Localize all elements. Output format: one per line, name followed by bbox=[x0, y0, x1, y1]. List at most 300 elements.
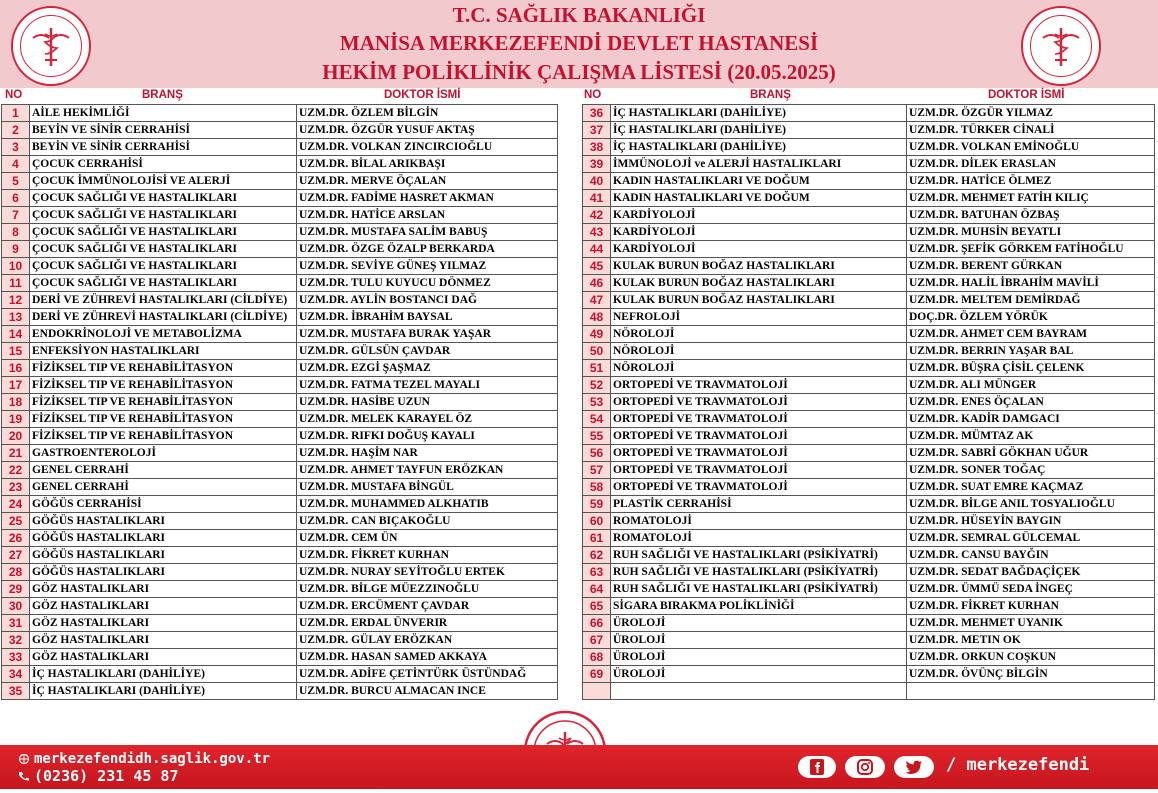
branch-cell: ORTOPEDİ VE TRAVMATOLOJİ bbox=[611, 377, 907, 394]
branch-cell: İÇ HASTALIKLARI (DAHİLİYE) bbox=[30, 683, 297, 700]
row-number: 62 bbox=[583, 547, 611, 564]
doctor-cell: UZM.DR. SEDAT BAĞDAÇİÇEK bbox=[907, 564, 1155, 581]
branch-cell: GENEL CERRAHİ bbox=[30, 462, 297, 479]
doctor-cell: UZM.DR. ÖZGÜR YILMAZ bbox=[907, 105, 1155, 122]
page-footer bbox=[0, 745, 1158, 789]
row-number: 51 bbox=[583, 360, 611, 377]
table-row bbox=[583, 445, 1155, 462]
doctor-cell: UZM.DR. ÖZGÜR YUSUF AKTAŞ bbox=[297, 122, 558, 139]
doctor-cell: DOÇ.DR. ÖZLEM YÖRÜK bbox=[907, 309, 1155, 326]
doctor-cell: UZM.DR. CANSU BAYĞIN bbox=[907, 547, 1155, 564]
table-row bbox=[583, 632, 1155, 649]
doctor-cell: UZM.DR. HATİCE ÖLMEZ bbox=[907, 173, 1155, 190]
row-number: 57 bbox=[583, 462, 611, 479]
social-handle[interactable]: / merkezefendi bbox=[946, 755, 1090, 775]
doctor-cell: UZM.DR. ALI MÜNGER bbox=[907, 377, 1155, 394]
table-row bbox=[2, 258, 558, 275]
table-row bbox=[583, 530, 1155, 547]
doctor-cell: UZM.DR. ORKUN COŞKUN bbox=[907, 649, 1155, 666]
table-row bbox=[583, 615, 1155, 632]
doctor-cell: UZM.DR. AYLİN BOSTANCI DAĞ bbox=[297, 292, 558, 309]
branch-cell: GÖZ HASTALIKLARI bbox=[30, 632, 297, 649]
doctor-cell: UZM.DR. VOLKAN ZINCIRCIOĞLU bbox=[297, 139, 558, 156]
row-number: 25 bbox=[2, 513, 30, 530]
table-row bbox=[583, 275, 1155, 292]
row-number: 2 bbox=[2, 122, 30, 139]
doctor-cell: UZM.DR. BERRIN YAŞAR BAL bbox=[907, 343, 1155, 360]
doctor-cell: UZM.DR. BÜŞRA ÇİSİL ÇELENK bbox=[907, 360, 1155, 377]
branch-cell: ORTOPEDİ VE TRAVMATOLOJİ bbox=[611, 411, 907, 428]
row-number: 32 bbox=[2, 632, 30, 649]
table-row bbox=[583, 411, 1155, 428]
branch-cell: KARDİYOLOJİ bbox=[611, 224, 907, 241]
branch-cell: ORTOPEDİ VE TRAVMATOLOJİ bbox=[611, 394, 907, 411]
row-number: 63 bbox=[583, 564, 611, 581]
hospital-title: MANİSA MERKEZEFENDİ DEVLET HASTANESİ bbox=[339, 31, 819, 55]
row-number: 33 bbox=[2, 649, 30, 666]
twitter-icon[interactable] bbox=[894, 756, 934, 778]
doctor-cell: UZM.DR. MUHSİN BEYATLI bbox=[907, 224, 1155, 241]
branch-cell: PLASTİK CERRAHİSİ bbox=[611, 496, 907, 513]
row-number: 48 bbox=[583, 309, 611, 326]
doctor-cell: UZM.DR. ERCÜMENT ÇAVDAR bbox=[297, 598, 558, 615]
doctor-cell: UZM.DR. ŞEFİK GÖRKEM FATİHOĞLU bbox=[907, 241, 1155, 258]
branch-cell: NÖROLOJİ bbox=[611, 343, 907, 360]
row-number: 6 bbox=[2, 190, 30, 207]
row-number: 34 bbox=[2, 666, 30, 683]
doctor-cell: UZM.DR. MERVE ÖÇALAN bbox=[297, 173, 558, 190]
phone-number: (0236) 231 45 87 bbox=[34, 767, 179, 785]
doctor-cell: UZM.DR. MELEK KARAYEL ÖZ bbox=[297, 411, 558, 428]
branch-cell: ROMATOLOJİ bbox=[611, 530, 907, 547]
row-number: 40 bbox=[583, 173, 611, 190]
table-row bbox=[2, 513, 558, 530]
row-number: 39 bbox=[583, 156, 611, 173]
table-row bbox=[2, 683, 558, 700]
branch-cell: İÇ HASTALIKLARI (DAHİLİYE) bbox=[611, 139, 907, 156]
doctor-cell: UZM.DR. FİKRET KURHAN bbox=[297, 547, 558, 564]
branch-cell: ORTOPEDİ VE TRAVMATOLOJİ bbox=[611, 445, 907, 462]
row-number: 29 bbox=[2, 581, 30, 598]
table-row bbox=[2, 105, 558, 122]
row-number: 16 bbox=[2, 360, 30, 377]
table-row bbox=[583, 462, 1155, 479]
row-number: 20 bbox=[2, 428, 30, 445]
doctor-cell: UZM.DR. BERENT GÜRKAN bbox=[907, 258, 1155, 275]
table-row bbox=[2, 190, 558, 207]
row-number: 53 bbox=[583, 394, 611, 411]
col-brans-left: BRANŞ bbox=[142, 89, 183, 101]
facebook-icon[interactable] bbox=[798, 756, 836, 778]
branch-cell: GÖZ HASTALIKLARI bbox=[30, 649, 297, 666]
branch-cell: FİZİKSEL TIP VE REHABİLİTASYON bbox=[30, 377, 297, 394]
row-number: 46 bbox=[583, 275, 611, 292]
table-row bbox=[583, 394, 1155, 411]
branch-cell: NEFROLOJİ bbox=[611, 309, 907, 326]
branch-cell: ORTOPEDİ VE TRAVMATOLOJİ bbox=[611, 462, 907, 479]
right-doctor-table bbox=[582, 104, 1155, 700]
branch-cell: ÇOCUK SAĞLIĞI VE HASTALIKLARI bbox=[30, 207, 297, 224]
doctor-cell: UZM.DR. SEMRAL GÜLCEMAL bbox=[907, 530, 1155, 547]
doctor-cell: UZM.DR. VOLKAN EMİNOĞLU bbox=[907, 139, 1155, 156]
doctor-cell: UZM.DR. ÜMMÜ SEDA İNGEÇ bbox=[907, 581, 1155, 598]
doctor-cell: UZM.DR. AHMET TAYFUN ERÖZKAN bbox=[297, 462, 558, 479]
table-row bbox=[583, 513, 1155, 530]
row-number: 68 bbox=[583, 649, 611, 666]
branch-cell: ROMATOLOJİ bbox=[611, 513, 907, 530]
row-number: 59 bbox=[583, 496, 611, 513]
doctor-cell: UZM.DR. FATMA TEZEL MAYALI bbox=[297, 377, 558, 394]
table-row bbox=[583, 292, 1155, 309]
branch-cell: ÜROLOJİ bbox=[611, 666, 907, 683]
row-number: 5 bbox=[2, 173, 30, 190]
branch-cell: NÖROLOJİ bbox=[611, 360, 907, 377]
doctor-cell: UZM.DR. GÜLAY ERÖZKAN bbox=[297, 632, 558, 649]
row-number: 27 bbox=[2, 547, 30, 564]
table-row bbox=[2, 411, 558, 428]
right-column-headers bbox=[580, 88, 1158, 104]
doctor-cell: UZM.DR. HÜSEYİN BAYGIN bbox=[907, 513, 1155, 530]
row-number: 52 bbox=[583, 377, 611, 394]
row-number: 9 bbox=[2, 241, 30, 258]
row-number: 30 bbox=[2, 598, 30, 615]
row-number: 56 bbox=[583, 445, 611, 462]
table-row bbox=[583, 547, 1155, 564]
row-number: 55 bbox=[583, 428, 611, 445]
table-row bbox=[2, 377, 558, 394]
phone-icon bbox=[18, 771, 30, 781]
branch-cell: FİZİKSEL TIP VE REHABİLİTASYON bbox=[30, 428, 297, 445]
table-row bbox=[2, 666, 558, 683]
branch-cell: KARDİYOLOJİ bbox=[611, 241, 907, 258]
instagram-icon[interactable] bbox=[845, 756, 885, 778]
table-row bbox=[2, 496, 558, 513]
doctor-cell: UZM.DR. FADİME HASRET AKMAN bbox=[297, 190, 558, 207]
row-number: 26 bbox=[2, 530, 30, 547]
row-number: 67 bbox=[583, 632, 611, 649]
table-row bbox=[583, 122, 1155, 139]
doctor-cell: UZM.DR. FİKRET KURHAN bbox=[907, 598, 1155, 615]
row-number: 47 bbox=[583, 292, 611, 309]
row-number: 23 bbox=[2, 479, 30, 496]
branch-cell: FİZİKSEL TIP VE REHABİLİTASYON bbox=[30, 411, 297, 428]
branch-cell: RUH SAĞLIĞI VE HASTALIKLARI (PSİKİYATRİ) bbox=[611, 564, 907, 581]
row-number: 58 bbox=[583, 479, 611, 496]
doctor-cell: UZM.DR. ÖZLEM BİLGİN bbox=[297, 105, 558, 122]
row-number: 15 bbox=[2, 343, 30, 360]
table-row bbox=[2, 139, 558, 156]
doctor-cell: UZM.DR. SONER TOĞAÇ bbox=[907, 462, 1155, 479]
table-row bbox=[583, 139, 1155, 156]
table-row bbox=[583, 105, 1155, 122]
table-row bbox=[583, 360, 1155, 377]
table-row bbox=[2, 649, 558, 666]
doctor-cell: UZM.DR. ADİFE ÇETİNTÜRK ÜSTÜNDAĞ bbox=[297, 666, 558, 683]
table-row bbox=[2, 207, 558, 224]
doctor-cell: UZM.DR. SEVİYE GÜNEŞ YILMAZ bbox=[297, 258, 558, 275]
branch-cell: KULAK BURUN BOĞAZ HASTALIKLARI bbox=[611, 258, 907, 275]
table-row bbox=[583, 581, 1155, 598]
doctor-cell: UZM.DR. TULU KUYUCU DÖNMEZ bbox=[297, 275, 558, 292]
doctor-cell: UZM.DR. BURCU ALMACAN INCE bbox=[297, 683, 558, 700]
doctor-cell: UZM.DR. NURAY SEYİTOĞLU ERTEK bbox=[297, 564, 558, 581]
doctor-cell: UZM.DR. ÖZGE ÖZALP BERKARDA bbox=[297, 241, 558, 258]
table-row bbox=[2, 224, 558, 241]
table-row bbox=[2, 581, 558, 598]
branch-cell: İMMÜNOLOJİ ve ALERJİ HASTALIKLARI bbox=[611, 156, 907, 173]
doctor-cell: UZM.DR. HASAN SAMED AKKAYA bbox=[297, 649, 558, 666]
row-number: 8 bbox=[2, 224, 30, 241]
table-row bbox=[2, 547, 558, 564]
ministry-title: T.C. SAĞLIK BAKANLIĞI bbox=[452, 3, 706, 27]
table-row bbox=[583, 666, 1155, 683]
branch-cell: ÇOCUK SAĞLIĞI VE HASTALIKLARI bbox=[30, 258, 297, 275]
doctor-cell: UZM.DR. BATUHAN ÖZBAŞ bbox=[907, 207, 1155, 224]
branch-cell: KULAK BURUN BOĞAZ HASTALIKLARI bbox=[611, 292, 907, 309]
branch-cell: ÇOCUK SAĞLIĞI VE HASTALIKLARI bbox=[30, 241, 297, 258]
table-row bbox=[583, 377, 1155, 394]
table-row bbox=[2, 241, 558, 258]
col-doktor-right: DOKTOR İSMİ bbox=[988, 89, 1065, 101]
branch-cell: RUH SAĞLIĞI VE HASTALIKLARI (PSİKİYATRİ) bbox=[611, 581, 907, 598]
branch-cell: GÖĞÜS HASTALIKLARI bbox=[30, 547, 297, 564]
branch-cell: İÇ HASTALIKLARI (DAHİLİYE) bbox=[611, 105, 907, 122]
table-row bbox=[583, 343, 1155, 360]
doctor-cell: UZM.DR. MÜMTAZ AK bbox=[907, 428, 1155, 445]
row-number: 42 bbox=[583, 207, 611, 224]
row-number: 49 bbox=[583, 326, 611, 343]
doctor-cell: UZM.DR. KADİR DAMGACI bbox=[907, 411, 1155, 428]
branch-cell: ÜROLOJİ bbox=[611, 615, 907, 632]
col-no-right: NO bbox=[584, 89, 602, 101]
doctor-cell: UZM.DR. GÜLSÜN ÇAVDAR bbox=[297, 343, 558, 360]
doctor-cell: UZM.DR. SABRİ GÖKHAN UĞUR bbox=[907, 445, 1155, 462]
branch-cell: FİZİKSEL TIP VE REHABİLİTASYON bbox=[30, 394, 297, 411]
row-number: 21 bbox=[2, 445, 30, 462]
doctor-cell: UZM.DR. HALİL İBRAHİM MAVİLİ bbox=[907, 275, 1155, 292]
branch-cell: GASTROENTEROLOJİ bbox=[30, 445, 297, 462]
doctor-cell: UZM.DR. EZGİ ŞAŞMAZ bbox=[297, 360, 558, 377]
doctor-cell: UZM.DR. ENES ÖÇALAN bbox=[907, 394, 1155, 411]
doctor-cell: UZM.DR. HAŞİM NAR bbox=[297, 445, 558, 462]
table-row bbox=[583, 173, 1155, 190]
branch-cell: İÇ HASTALIKLARI (DAHİLİYE) bbox=[30, 666, 297, 683]
doctor-cell: UZM.DR. ERDAL ÜNVERIR bbox=[297, 615, 558, 632]
table-row bbox=[2, 615, 558, 632]
row-number: 54 bbox=[583, 411, 611, 428]
table-row bbox=[2, 292, 558, 309]
branch-cell: NÖROLOJİ bbox=[611, 326, 907, 343]
doctor-cell: UZM.DR. MUSTAFA BİNGÜL bbox=[297, 479, 558, 496]
doctor-cell: UZM.DR. CAN BIÇAKOĞLU bbox=[297, 513, 558, 530]
left-column-headers bbox=[0, 88, 560, 104]
doctor-cell: UZM.DR. HASİBE UZUN bbox=[297, 394, 558, 411]
row-number: 10 bbox=[2, 258, 30, 275]
table-row bbox=[2, 326, 558, 343]
branch-cell: KULAK BURUN BOĞAZ HASTALIKLARI bbox=[611, 275, 907, 292]
branch-cell: SİGARA BIRAKMA POLİKLİNİĞİ bbox=[611, 598, 907, 615]
row-number: 61 bbox=[583, 530, 611, 547]
branch-cell: GÖZ HASTALIKLARI bbox=[30, 581, 297, 598]
table-row bbox=[2, 122, 558, 139]
row-number: 44 bbox=[583, 241, 611, 258]
table-row bbox=[583, 479, 1155, 496]
table-row bbox=[583, 649, 1155, 666]
branch-cell: AİLE HEKİMLİĞİ bbox=[30, 105, 297, 122]
branch-cell: İÇ HASTALIKLARI (DAHİLİYE) bbox=[611, 122, 907, 139]
branch-cell: ÇOCUK İMMÜNOLOJİSİ VE ALERJİ bbox=[30, 173, 297, 190]
table-row bbox=[583, 258, 1155, 275]
doctor-cell: UZM.DR. TÜRKER CİNALİ bbox=[907, 122, 1155, 139]
branch-cell: DERİ VE ZÜHREVİ HASTALIKLARI (CİLDİYE) bbox=[30, 292, 297, 309]
branch-cell: ENFEKSİYON HASTALIKLARI bbox=[30, 343, 297, 360]
row-number: 11 bbox=[2, 275, 30, 292]
branch-cell: GÖZ HASTALIKLARI bbox=[30, 598, 297, 615]
row-number: 18 bbox=[2, 394, 30, 411]
row-number: 41 bbox=[583, 190, 611, 207]
table-row bbox=[2, 309, 558, 326]
row-number: 14 bbox=[2, 326, 30, 343]
branch-cell: ÇOCUK SAĞLIĞI VE HASTALIKLARI bbox=[30, 275, 297, 292]
branch-cell: KADIN HASTALIKLARI VE DOĞUM bbox=[611, 173, 907, 190]
branch-cell: BEYİN VE SİNİR CERRAHİSİ bbox=[30, 139, 297, 156]
globe-icon bbox=[18, 754, 30, 764]
col-no-left: NO bbox=[5, 89, 23, 101]
branch-cell: GÖZ HASTALIKLARI bbox=[30, 615, 297, 632]
doctor-cell: UZM.DR. BİLGE MÜEZZINOĞLU bbox=[297, 581, 558, 598]
branch-cell bbox=[611, 683, 907, 700]
doctor-cell: UZM.DR. MUHAMMED ALKHATIB bbox=[297, 496, 558, 513]
doctor-cell: UZM.DR. DİLEK ERASLAN bbox=[907, 156, 1155, 173]
branch-cell: KADIN HASTALIKLARI VE DOĞUM bbox=[611, 190, 907, 207]
table-row bbox=[583, 428, 1155, 445]
table-row bbox=[2, 343, 558, 360]
row-number: 3 bbox=[2, 139, 30, 156]
table-row bbox=[2, 445, 558, 462]
row-number: 60 bbox=[583, 513, 611, 530]
branch-cell: GÖĞÜS HASTALIKLARI bbox=[30, 564, 297, 581]
table-row bbox=[583, 598, 1155, 615]
doctor-cell: UZM.DR. MUSTAFA BURAK YAŞAR bbox=[297, 326, 558, 343]
row-number: 66 bbox=[583, 615, 611, 632]
branch-cell: GENEL CERRAHİ bbox=[30, 479, 297, 496]
doctor-cell: UZM.DR. HATİCE ARSLAN bbox=[297, 207, 558, 224]
doctor-cell: UZM.DR. MEHMET FATİH KILIÇ bbox=[907, 190, 1155, 207]
row-number: 17 bbox=[2, 377, 30, 394]
row-number: 28 bbox=[2, 564, 30, 581]
branch-cell: ÇOCUK CERRAHİSİ bbox=[30, 156, 297, 173]
doctor-cell: UZM.DR. CEM ÜN bbox=[297, 530, 558, 547]
row-number: 37 bbox=[583, 122, 611, 139]
table-row bbox=[2, 428, 558, 445]
table-row bbox=[2, 156, 558, 173]
doctor-cell bbox=[907, 683, 1155, 700]
branch-cell: ÜROLOJİ bbox=[611, 649, 907, 666]
row-number: 38 bbox=[583, 139, 611, 156]
row-number: 22 bbox=[2, 462, 30, 479]
row-number: 35 bbox=[2, 683, 30, 700]
website-link[interactable]: merkezefendidh.saglik.gov.tr bbox=[34, 751, 271, 767]
branch-cell: ORTOPEDİ VE TRAVMATOLOJİ bbox=[611, 428, 907, 445]
branch-cell: ÇOCUK SAĞLIĞI VE HASTALIKLARI bbox=[30, 190, 297, 207]
row-number bbox=[583, 683, 611, 700]
table-row bbox=[2, 275, 558, 292]
doctor-cell: UZM.DR. SUAT EMRE KAÇMAZ bbox=[907, 479, 1155, 496]
table-row bbox=[583, 241, 1155, 258]
table-row bbox=[583, 224, 1155, 241]
row-number: 1 bbox=[2, 105, 30, 122]
row-number: 4 bbox=[2, 156, 30, 173]
branch-cell: ÇOCUK SAĞLIĞI VE HASTALIKLARI bbox=[30, 224, 297, 241]
row-number: 43 bbox=[583, 224, 611, 241]
table-row bbox=[2, 394, 558, 411]
table-row bbox=[2, 598, 558, 615]
row-number: 50 bbox=[583, 343, 611, 360]
branch-cell: FİZİKSEL TIP VE REHABİLİTASYON bbox=[30, 360, 297, 377]
branch-cell: RUH SAĞLIĞI VE HASTALIKLARI (PSİKİYATRİ) bbox=[611, 547, 907, 564]
table-row bbox=[583, 683, 1155, 700]
doctor-cell: UZM.DR. MEHMET UYANIK bbox=[907, 615, 1155, 632]
table-row bbox=[2, 462, 558, 479]
table-row bbox=[583, 309, 1155, 326]
table-row bbox=[2, 564, 558, 581]
doctor-cell: UZM.DR. METIN OK bbox=[907, 632, 1155, 649]
doctor-cell: UZM.DR. RIFKI DOĞUŞ KAYALI bbox=[297, 428, 558, 445]
row-number: 12 bbox=[2, 292, 30, 309]
branch-cell: ÜROLOJİ bbox=[611, 632, 907, 649]
col-doktor-left: DOKTOR İSMİ bbox=[384, 89, 461, 101]
row-number: 36 bbox=[583, 105, 611, 122]
branch-cell: GÖĞÜS HASTALIKLARI bbox=[30, 513, 297, 530]
row-number: 31 bbox=[2, 615, 30, 632]
doctor-cell: UZM.DR. İBRAHİM BAYSAL bbox=[297, 309, 558, 326]
branch-cell: GÖĞÜS HASTALIKLARI bbox=[30, 530, 297, 547]
branch-cell: BEYİN VE SİNİR CERRAHİSİ bbox=[30, 122, 297, 139]
table-row bbox=[583, 190, 1155, 207]
doctor-cell: UZM.DR. BİLGE ANIL TOSYALIOĞLU bbox=[907, 496, 1155, 513]
branch-cell: KARDİYOLOJİ bbox=[611, 207, 907, 224]
row-number: 24 bbox=[2, 496, 30, 513]
left-doctor-table bbox=[1, 104, 558, 700]
table-row bbox=[583, 564, 1155, 581]
row-number: 13 bbox=[2, 309, 30, 326]
table-row bbox=[2, 173, 558, 190]
table-row bbox=[2, 530, 558, 547]
table-row bbox=[583, 156, 1155, 173]
branch-cell: ENDOKRİNOLOJİ VE METABOLİZMA bbox=[30, 326, 297, 343]
table-row bbox=[2, 632, 558, 649]
row-number: 45 bbox=[583, 258, 611, 275]
doctor-cell: UZM.DR. MUSTAFA SALİM BABUŞ bbox=[297, 224, 558, 241]
row-number: 65 bbox=[583, 598, 611, 615]
table-row bbox=[583, 496, 1155, 513]
doctor-cell: UZM.DR. AHMET CEM BAYRAM bbox=[907, 326, 1155, 343]
branch-cell: DERİ VE ZÜHREVİ HASTALIKLARI (CİLDİYE) bbox=[30, 309, 297, 326]
table-row bbox=[583, 207, 1155, 224]
branch-cell: GÖĞÜS CERRAHİSİ bbox=[30, 496, 297, 513]
col-brans-right: BRANŞ bbox=[750, 89, 791, 101]
row-number: 64 bbox=[583, 581, 611, 598]
row-number: 7 bbox=[2, 207, 30, 224]
list-title: HEKİM POLİKLİNİK ÇALIŞMA LİSTESİ (20.05.2025) bbox=[322, 60, 836, 84]
table-row bbox=[2, 479, 558, 496]
doctor-cell: UZM.DR. ÖVÜNÇ BİLGİN bbox=[907, 666, 1155, 683]
table-row bbox=[2, 360, 558, 377]
row-number: 69 bbox=[583, 666, 611, 683]
doctor-cell: UZM.DR. BİLAL ARIKBAŞI bbox=[297, 156, 558, 173]
row-number: 19 bbox=[2, 411, 30, 428]
table-row bbox=[583, 326, 1155, 343]
